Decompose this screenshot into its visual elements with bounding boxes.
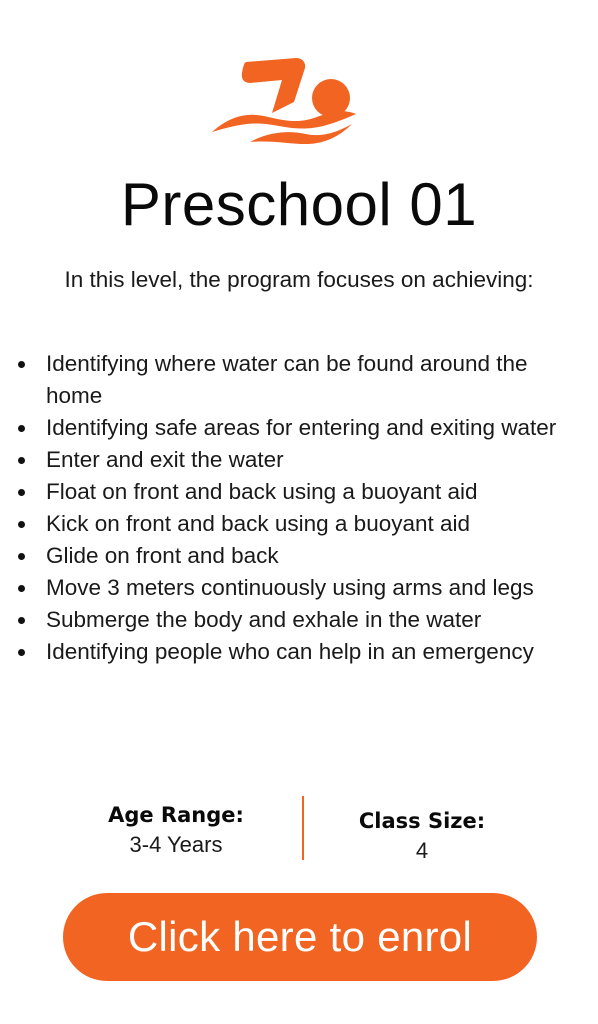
class-size-block <box>322 806 522 866</box>
list-item <box>10 412 590 444</box>
bullet-icon <box>18 361 25 368</box>
class-size-label: Class Size: <box>358 809 486 833</box>
list-item <box>10 636 590 668</box>
list-item <box>10 540 590 572</box>
goals-list <box>10 348 590 668</box>
list-item <box>10 348 590 412</box>
bullet-icon <box>18 617 25 624</box>
bullet-icon <box>18 425 25 432</box>
age-range-value: 3-4 Years <box>129 832 223 857</box>
age-range-block <box>78 800 274 860</box>
swimmer-icon <box>210 58 360 146</box>
bullet-icon <box>18 649 25 656</box>
bullet-icon <box>18 585 25 592</box>
bullet-icon <box>18 457 25 464</box>
goal-text: Move 3 meters continuously using arms and legs <box>46 575 534 600</box>
goal-text: Identifying where water can be found around the home <box>46 351 528 408</box>
list-item <box>10 508 590 540</box>
info-divider <box>302 796 304 860</box>
bullet-icon <box>18 553 25 560</box>
list-item <box>10 444 590 476</box>
list-item <box>10 604 590 636</box>
bullet-icon <box>18 521 25 528</box>
goal-text: Identifying safe areas for entering and exiting water <box>46 415 557 440</box>
bullet-icon <box>18 489 25 496</box>
list-item <box>10 572 590 604</box>
intro-text: In this level, the program focuses on achieving: <box>64 267 534 292</box>
goal-text: Enter and exit the water <box>46 447 284 472</box>
goal-text: Float on front and back using a buoyant aid <box>46 479 478 504</box>
goal-text: Glide on front and back <box>46 543 279 568</box>
page-title: Preschool 01 <box>120 171 478 238</box>
goal-text: Kick on front and back using a buoyant aid <box>46 511 471 536</box>
goal-text: Submerge the body and exhale in the water <box>46 607 482 632</box>
enrol-button[interactable]: Click here to enrol <box>63 893 537 981</box>
list-item <box>10 476 590 508</box>
age-range-label: Age Range: <box>108 803 244 827</box>
class-size-value: 4 <box>415 838 429 863</box>
goal-text: Identifying people who can help in an emergency <box>46 639 534 664</box>
